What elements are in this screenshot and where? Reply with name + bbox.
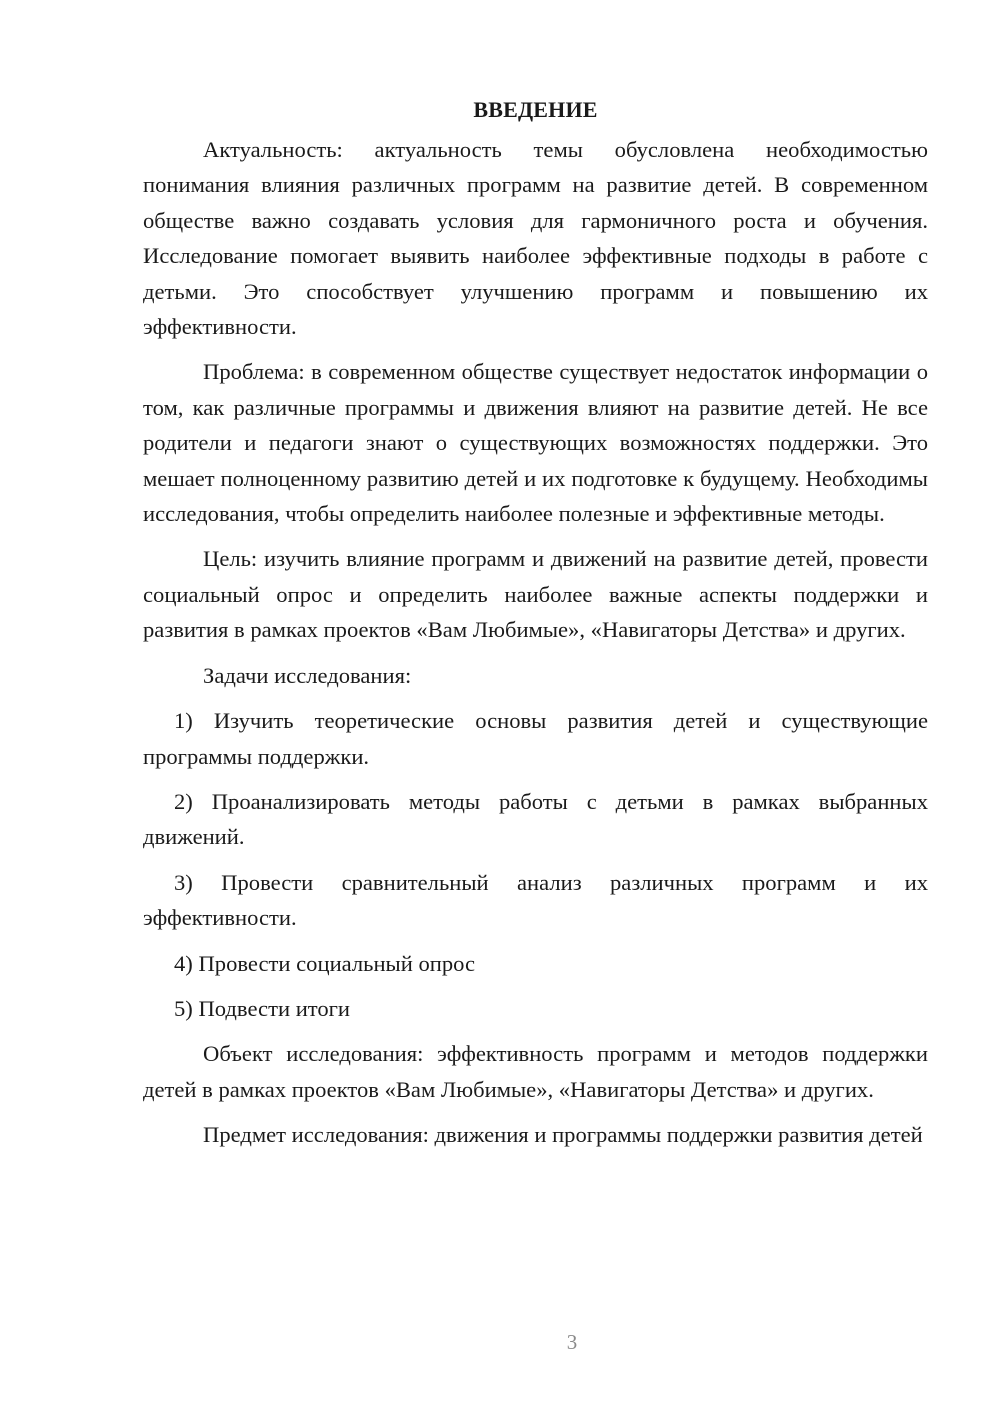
task-item-1: 1) Изучить теоретические основы развития детей и существующие программы поддержки. <box>143 708 928 769</box>
page-content <box>143 92 928 1153</box>
goal-paragraph: Цель: изучить влияние программ и движений на развитие детей, провести социальный опрос и определить наиболее важные аспекты поддержки и развития в рамках проектов «Вам Любимые», «Навигаторы Детства» и других. <box>143 546 928 643</box>
section-title: ВВЕДЕНИЕ <box>473 97 598 122</box>
subject-paragraph: Предмет исследования: движения и программы поддержки развития детей <box>203 1122 923 1148</box>
problem-paragraph: Проблема: в современном обществе существует недостаток информации о том, как различные программы и движения влияют на развитие детей. Не все родители и педагоги знают о существующих возможностях поддержки. Это мешает полноценному развитию детей и их подготовке к будущему. Необходимы исследования, чтобы определить наиболее полезные и эффективные методы. <box>143 359 928 527</box>
tasks-heading: Задачи исследования: <box>203 662 412 688</box>
task-item-4: 4) Провести социальный опрос <box>174 950 476 976</box>
relevance-paragraph: Актуальность: актуальность темы обусловлена необходимостью понимания влияния различных программ на развитие детей. В современном обществе важно создавать условия для гармоничного роста и обучения. Исследование помогает выявить наиболее эффективные подходы в работе с детьми. Это способствует улучшению программ и повышению их эффективности. <box>143 137 928 340</box>
page-number: 3 <box>566 1330 578 1354</box>
task-item-2: 2) Проанализировать методы работы с детьми в рамках выбранных движений. <box>143 788 928 850</box>
task-item-3: 3) Провести сравнительный анализ различных программ и их эффективности. <box>143 869 928 931</box>
object-paragraph: Объект исследования: эффективность программ и методов поддержки детей в рамках проектов «Вам Любимые», «Навигаторы Детства» и других. <box>143 1041 928 1102</box>
task-item-5: 5) Подвести итоги <box>174 995 351 1021</box>
